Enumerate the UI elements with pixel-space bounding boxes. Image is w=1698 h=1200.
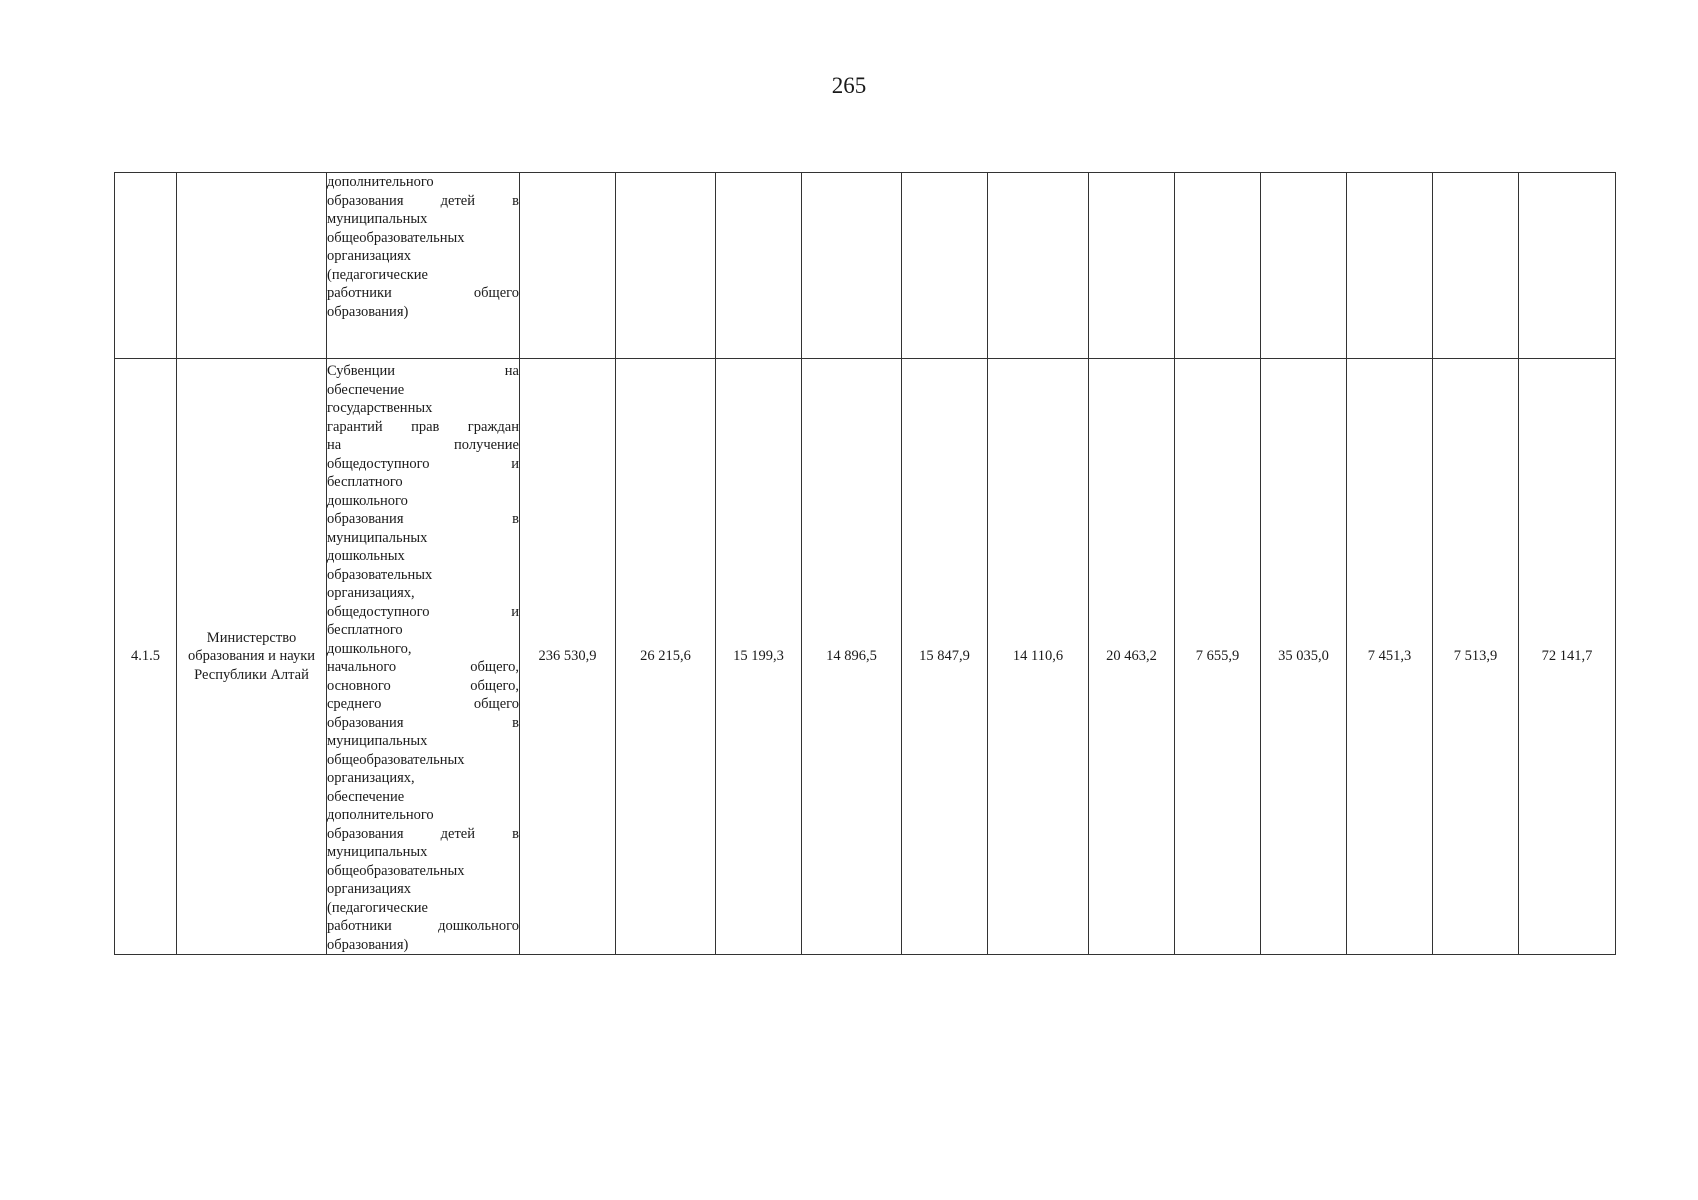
description-line: бесплатного	[327, 474, 403, 490]
description-line: дошкольного,	[327, 640, 412, 657]
description-line: образования)	[327, 936, 409, 953]
table-row	[115, 359, 1616, 955]
value-cell	[1089, 173, 1175, 359]
value-cell: 7 451,3	[1347, 359, 1433, 955]
description-line: начального общего,	[327, 659, 519, 675]
description-line: на получение	[327, 437, 519, 453]
description-line: обеспечение	[327, 381, 405, 398]
description-line: образования детей в	[327, 825, 519, 842]
description-line: (педагогические	[327, 899, 428, 916]
description-line: гарантий прав граждан	[327, 418, 519, 435]
description-line: организациях	[327, 881, 412, 897]
description-line: обеспечение	[327, 788, 405, 805]
description-line: бесплатного	[327, 622, 403, 638]
description-line: среднего общего	[327, 696, 519, 712]
description-line: (педагогические	[327, 266, 428, 283]
value-cell: 14 896,5	[802, 359, 902, 955]
description-line: государственных	[327, 400, 433, 416]
value-cell	[988, 173, 1089, 359]
description-line: общедоступного и	[327, 455, 519, 472]
value-cell: 15 847,9	[902, 359, 988, 955]
description-line: работники общего	[327, 285, 519, 301]
description-line: общеобразовательных	[327, 229, 465, 246]
value-cell	[902, 173, 988, 359]
owner-cell: Министерство образования и науки Республики Алтай	[177, 359, 327, 955]
description-line: работники дошкольного	[327, 918, 519, 934]
description-cell	[327, 359, 520, 955]
value-cell	[616, 173, 716, 359]
value-cell	[1519, 173, 1616, 359]
description-line: муниципальных	[327, 844, 428, 860]
description-line: образовательных	[327, 566, 433, 583]
value-cell	[1261, 173, 1347, 359]
owner-cell	[177, 173, 327, 359]
value-cell: 72 141,7	[1519, 359, 1616, 955]
description-line: дополнительного	[327, 174, 434, 190]
row-number-cell: 4.1.5	[115, 359, 177, 955]
table-row-continuation	[115, 173, 1616, 359]
value-cell: 35 035,0	[1261, 359, 1347, 955]
value-cell	[802, 173, 902, 359]
description-line: общедоступного и	[327, 603, 519, 620]
description-line: образования в	[327, 511, 519, 527]
budget-table	[114, 172, 1616, 955]
description-line: организациях,	[327, 770, 415, 786]
value-cell	[520, 173, 616, 359]
row-number-cell	[115, 173, 177, 359]
value-cell: 20 463,2	[1089, 359, 1175, 955]
description-line: муниципальных	[327, 733, 428, 749]
value-cell: 15 199,3	[716, 359, 802, 955]
value-cell	[716, 173, 802, 359]
value-cell: 7 655,9	[1175, 359, 1261, 955]
description-line: дошкольного	[327, 492, 408, 509]
description-line: муниципальных	[327, 211, 428, 227]
description-line: образования)	[327, 303, 409, 320]
value-cell	[1433, 173, 1519, 359]
value-cell: 236 530,9	[520, 359, 616, 955]
description-line: Субвенции на	[327, 363, 519, 379]
page-number: 265	[831, 73, 867, 98]
description-line: дополнительного	[327, 807, 434, 823]
description-line: дошкольных	[327, 548, 405, 564]
description-line: общеобразовательных	[327, 751, 465, 768]
value-cell: 26 215,6	[616, 359, 716, 955]
value-cell	[1175, 173, 1261, 359]
description-line: организациях,	[327, 585, 415, 601]
value-cell: 7 513,9	[1433, 359, 1519, 955]
description-line: основного общего,	[327, 677, 519, 694]
description-line: общеобразовательных	[327, 862, 465, 879]
description-line: образования в	[327, 714, 519, 731]
value-cell: 14 110,6	[988, 359, 1089, 955]
description-cell	[327, 173, 520, 359]
description-line: организациях	[327, 248, 412, 264]
description-line: муниципальных	[327, 529, 428, 546]
value-cell	[1347, 173, 1433, 359]
description-line: образования детей в	[327, 192, 519, 209]
